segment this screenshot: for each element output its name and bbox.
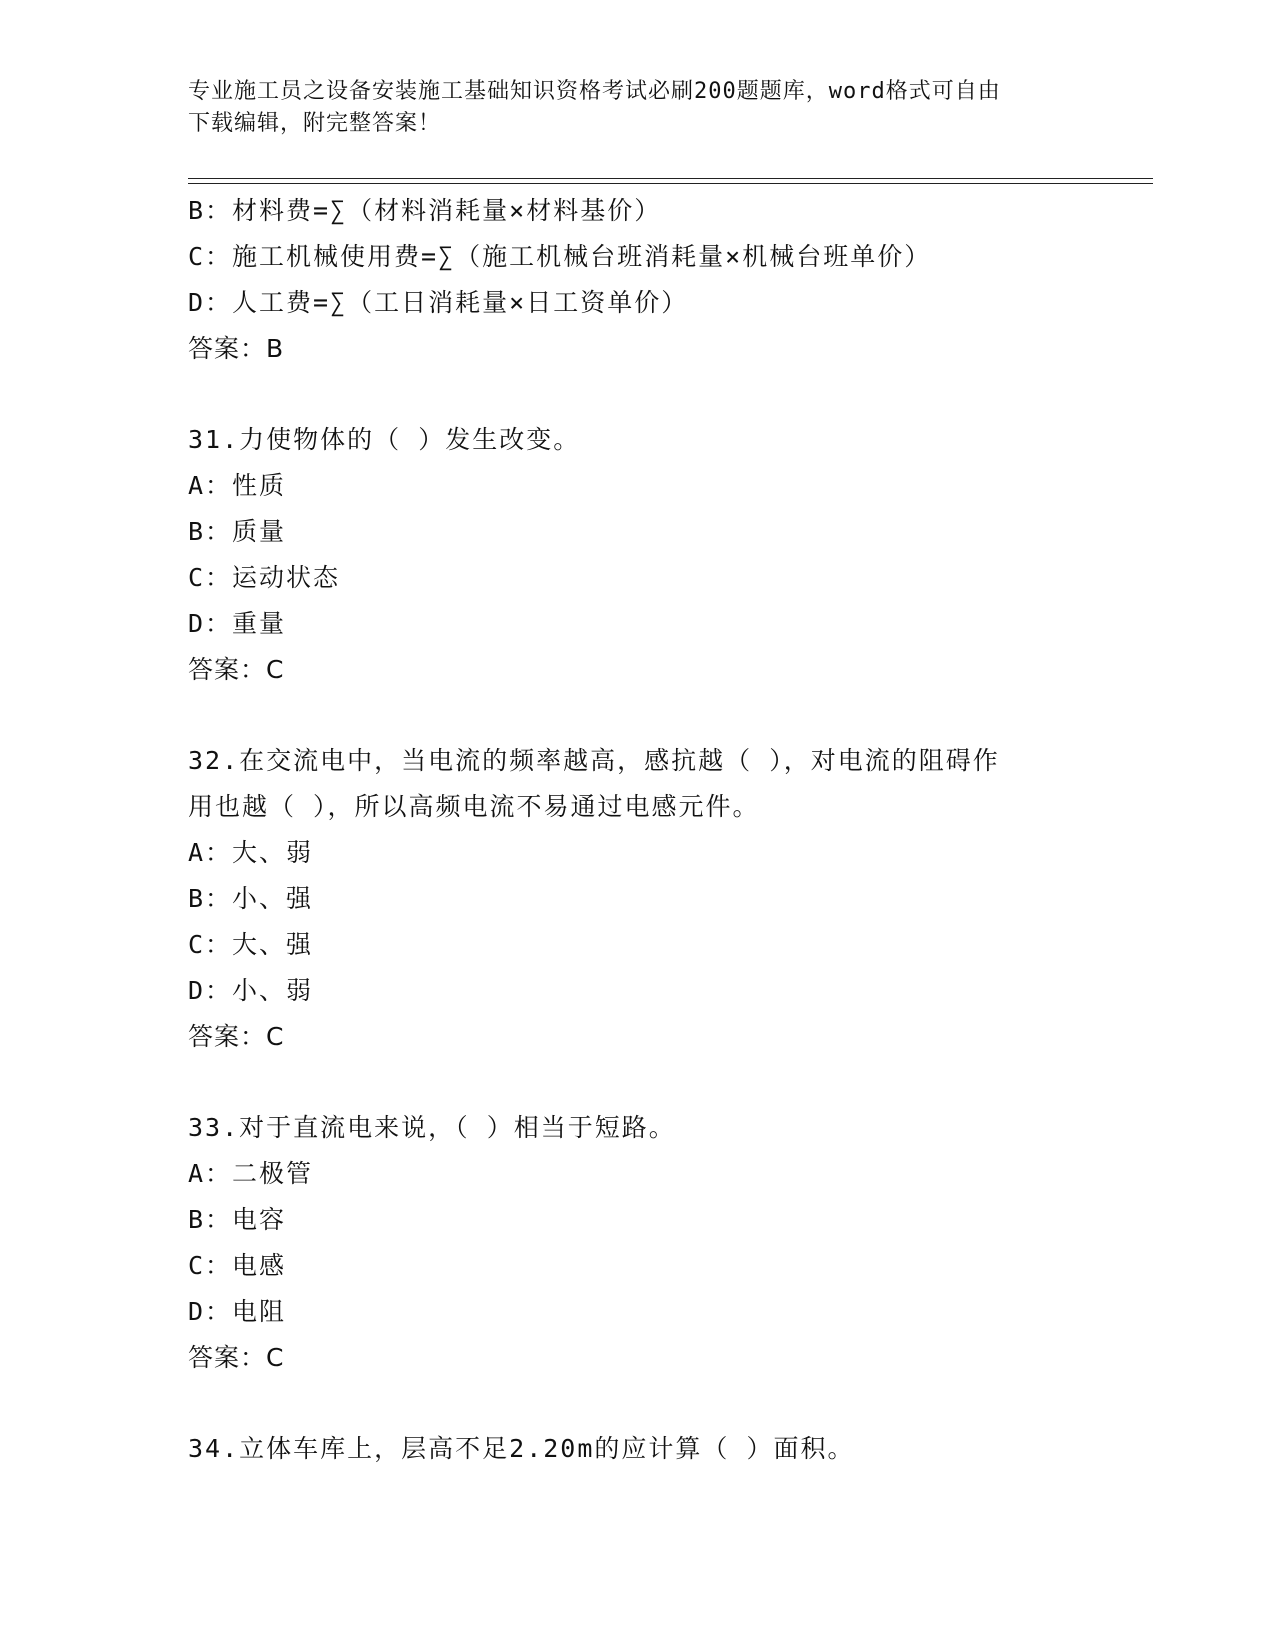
option-b: B：小、强 bbox=[188, 884, 314, 913]
option-b: B：材料费=∑（材料消耗量×材料基价） bbox=[188, 196, 662, 225]
header-line-1: 专业施工员之设备安装施工基础知识资格考试必刷200题题库，word格式可自由 bbox=[188, 79, 1001, 104]
option-a: A：大、弱 bbox=[188, 838, 314, 867]
answer: 答案：C bbox=[188, 655, 285, 684]
option-a: A：性质 bbox=[188, 471, 287, 500]
answer: 答案：C bbox=[188, 1343, 285, 1372]
option-d: D：电阻 bbox=[188, 1297, 287, 1326]
option-c: C：电感 bbox=[188, 1251, 287, 1280]
header-rule-top bbox=[188, 178, 1153, 179]
question-33 bbox=[188, 1105, 1148, 1381]
question-stem: 32.在交流电中，当电流的频率越高，感抗越（ ），对电流的阻碍作 bbox=[188, 746, 1000, 775]
option-c: C：大、强 bbox=[188, 930, 314, 959]
option-c: C：施工机械使用费=∑（施工机械台班消耗量×机械台班单价） bbox=[188, 242, 932, 271]
document-header bbox=[188, 76, 1078, 140]
option-d: D：重量 bbox=[188, 609, 287, 638]
option-a: A：二极管 bbox=[188, 1159, 314, 1188]
option-c: C：运动状态 bbox=[188, 563, 341, 592]
question-list bbox=[188, 188, 1148, 1472]
question-stem-continued: 用也越（ ），所以高频电流不易通过电感元件。 bbox=[188, 792, 760, 821]
option-b: B：质量 bbox=[188, 517, 287, 546]
answer: 答案：B bbox=[188, 334, 285, 363]
option-b: B：电容 bbox=[188, 1205, 287, 1234]
option-d: D：人工费=∑（工日消耗量×日工资单价） bbox=[188, 288, 689, 317]
question-stem: 31.力使物体的（ ）发生改变。 bbox=[188, 425, 581, 454]
question-31 bbox=[188, 417, 1148, 693]
question-34 bbox=[188, 1426, 1148, 1472]
question-32 bbox=[188, 738, 1148, 1060]
answer: 答案：C bbox=[188, 1022, 285, 1051]
question-stem: 34.立体车库上，层高不足2.20m的应计算（ ）面积。 bbox=[188, 1434, 855, 1463]
header-line-2: 下载编辑，附完整答案！ bbox=[188, 111, 442, 136]
question-30-tail bbox=[188, 188, 1148, 372]
header-rule-bottom bbox=[188, 183, 1153, 184]
question-stem: 33.对于直流电来说，（ ）相当于短路。 bbox=[188, 1113, 676, 1142]
option-d: D：小、弱 bbox=[188, 976, 314, 1005]
